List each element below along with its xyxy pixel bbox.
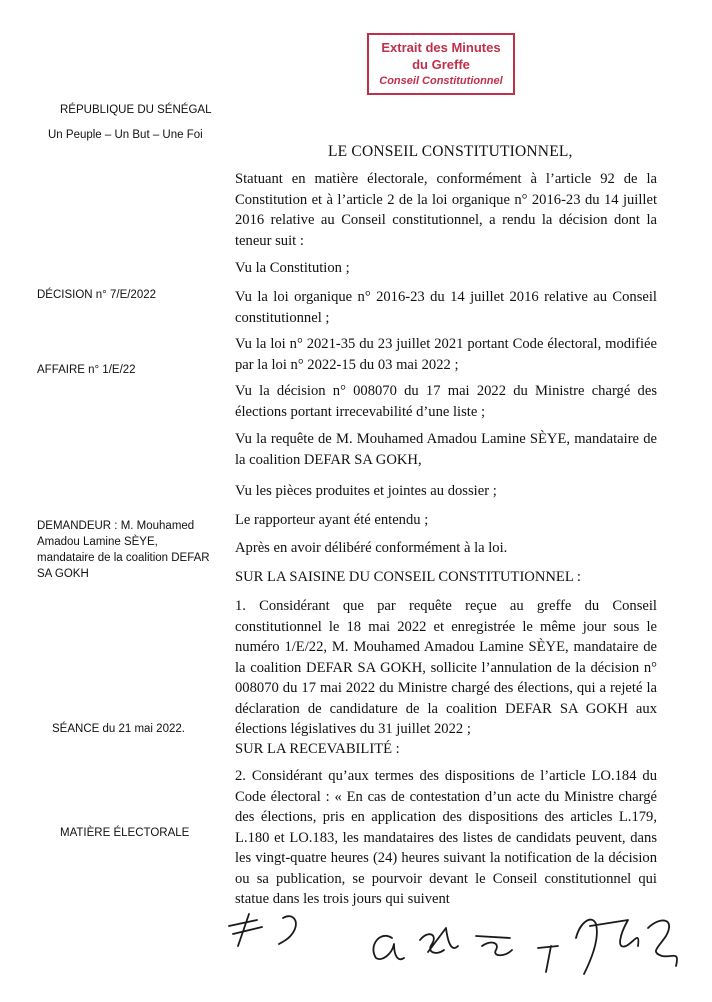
rapporteur-line: Le rapporteur ayant été entendu ;	[235, 512, 429, 528]
affaire-number: AFFAIRE n° 1/E/22	[37, 364, 136, 376]
delibere-line: Après en avoir délibéré conformément à la loi.	[235, 540, 508, 556]
considerant-1: 1. Considérant que par requête reçue au greffe du Conseil constitutionnel le 18 mai 2022 et enregistrée le même jour sous le numéro 1/E/22, M. Mouhamed Amadou Lamine SÈYE, mandataire de la coalition DEFAR SA GOKH, sollicite l’annulation de la décision n° 008070 du 17 mai 2022 du Ministre chargé des élections, qui a rejeté la déclaration de candidature de la coalition DEFAR SA GOKH aux élections législatives du 31 juillet 2022 ;	[235, 598, 657, 737]
intro-paragraph: Statuant en matière électorale, conformément à l’article 92 de la Constitution et à l’article 2 de la loi organique n° 2016-23 du 14 juillet 2016 relative au Conseil constitutionnel, a rendu la décision dont la teneur suit :	[235, 171, 657, 249]
demandeur-line: SA GOKH	[37, 568, 89, 580]
document-heading: LE CONSEIL CONSTITUTIONNEL,	[328, 143, 573, 160]
vu-pieces: Vu les pièces produites et jointes au dossier ;	[235, 483, 497, 499]
vu-loi-organique: Vu la loi organique n° 2016-23 du 14 juillet 2016 relative au Conseil constitutionnel ;	[235, 289, 657, 326]
section-saisine: SUR LA SAISINE DU CONSEIL CONSTITUTIONNEL :	[235, 569, 581, 585]
country-name: RÉPUBLIQUE DU SÉNÉGAL	[60, 104, 212, 116]
stamp-line-2: du Greffe	[412, 57, 470, 72]
stamp-line-1: Extrait des Minutes	[381, 40, 501, 55]
seance-date: SÉANCE du 21 mai 2022.	[52, 723, 185, 735]
demandeur-line: mandataire de la coalition DEFAR	[37, 552, 210, 564]
demandeur-line: Amadou Lamine SÈYE,	[37, 536, 158, 548]
decision-number: DÉCISION n° 7/E/2022	[37, 289, 157, 301]
vu-decision-ministre: Vu la décision n° 008070 du 17 mai 2022 du Ministre chargé des élections portant irrecevabilité d’une liste ;	[235, 383, 657, 420]
matiere-label: MATIÈRE ÉLECTORALE	[60, 827, 190, 839]
vu-code-electoral: Vu la loi n° 2021-35 du 23 juillet 2021 portant Code électoral, modifiée par la loi n° 2022-15 du 03 mai 2022 ;	[235, 336, 657, 373]
vu-constitution: Vu la Constitution ;	[235, 260, 350, 276]
demandeur-line: DEMANDEUR : M. Mouhamed	[37, 520, 195, 532]
vu-requete: Vu la requête de M. Mouhamed Amadou Lamine SÈYE, mandataire de la coalition DEFAR SA GOKH,	[235, 431, 657, 468]
stamp-line-3: Conseil Constitutionnel	[379, 75, 503, 87]
section-recevabilite: SUR LA RECEVABILITÉ :	[235, 741, 400, 757]
national-motto: Un Peuple – Un But – Une Foi	[48, 129, 203, 141]
considerant-2: 2. Considérant qu’aux termes des dispositions de l’article LO.184 du Code électoral : « En cas de contestation d’un acte du Ministre chargé des élections, pris en application des dispositions des articles L.179, L.180 et LO.183, les mandataires des listes de candidats peuvent, dans les vingt-quatre heures (24) heures suivant la notification de la décision ou sa publication, se pourvoir devant le Conseil constitutionnel qui statue dans les trois jours qui suivent	[235, 768, 657, 907]
